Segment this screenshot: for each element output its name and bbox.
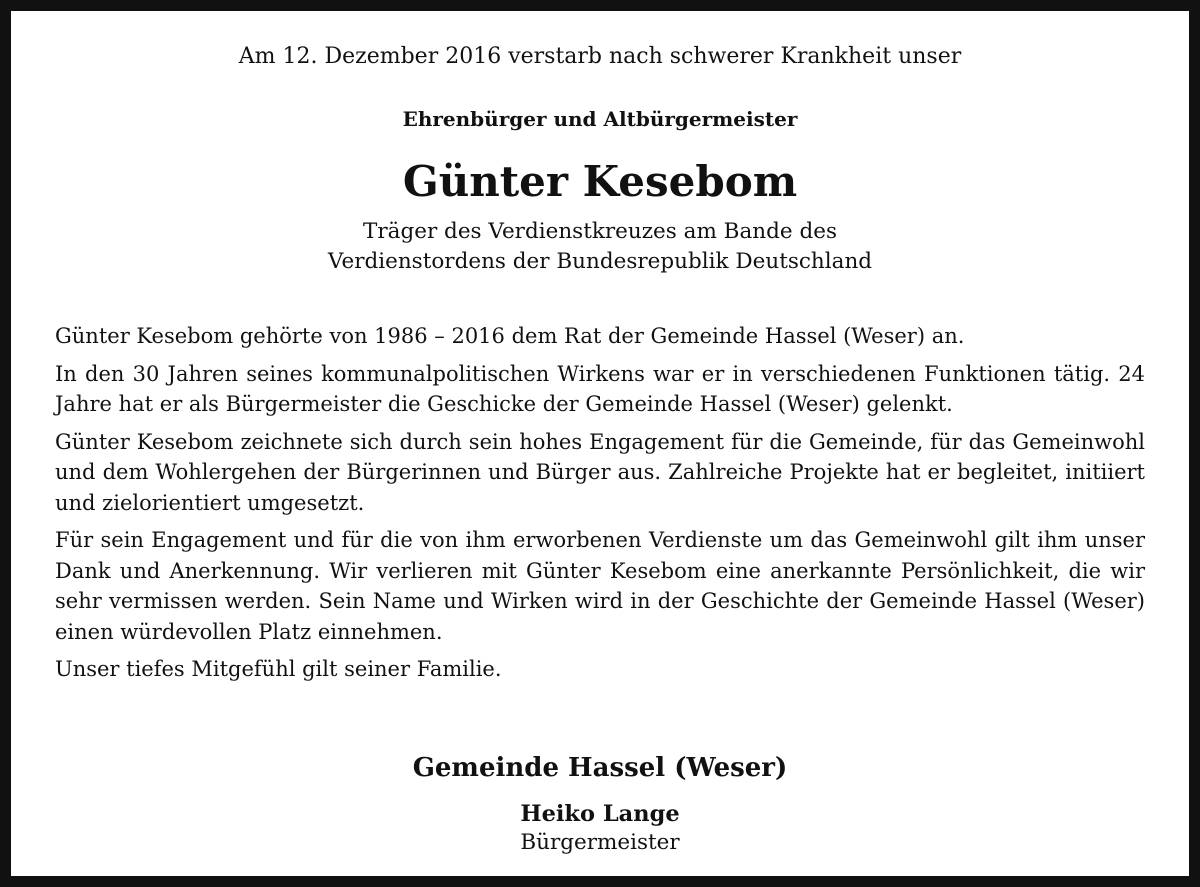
organization-name: Gemeinde Hassel (Weser) (412, 753, 788, 783)
signer-name: Heiko Lange (520, 801, 680, 827)
signer-role: Bürgermeister (520, 830, 680, 855)
award-line: Träger des Verdienstkreuzes am Bande des (363, 219, 837, 244)
signature-block (11, 751, 1189, 857)
deceased-name: Günter Kesebom (402, 157, 798, 206)
body-paragraph: Für sein Engagement und für die von ihm erworbenen Verdienste um das Gemeinwohl gilt ihm unser Dank und Anerkennung. Wir verlieren mit Günter Kesebom eine anerkannte Persönlichkeit, die wir sehr vermissen werden. Sein Name und Wirken wird in der Geschichte der Gemeinde Hassel (Weser) einen würdevollen Platz einnehmen. (55, 528, 1145, 644)
body-paragraph: Günter Kesebom gehörte von 1986 – 2016 dem Rat der Gemeinde Hassel (Weser) an. (55, 324, 965, 348)
honor-title: Ehrenbürger und Altbürgermeister (402, 107, 798, 131)
intro-line: Am 12. Dezember 2016 verstarb nach schwerer Krankheit unser (238, 44, 962, 69)
award-description (11, 217, 1189, 277)
body-paragraph: Unser tiefes Mitgefühl gilt seiner Familie. (55, 657, 502, 681)
body-paragraph: Günter Kesebom zeichnete sich durch sein hohes Engagement für die Gemeinde, für das Gemeinwohl und dem Wohlergehen der Bürgerinnen und Bürger aus. Zahlreiche Projekte hat er begleitet, initiiert und zielorientiert umgesetzt. (55, 429, 1145, 515)
award-line: Verdienstordens der Bundesrepublik Deutschland (327, 249, 873, 274)
body-paragraph: In den 30 Jahren seines kommunalpolitischen Wirkens war er in verschiedenen Funktionen tätig. 24 Jahre hat er als Bürgermeister die Geschicke der Gemeinde Hassel (Weser) gelenkt. (55, 361, 1145, 416)
obituary-body (55, 321, 1145, 692)
